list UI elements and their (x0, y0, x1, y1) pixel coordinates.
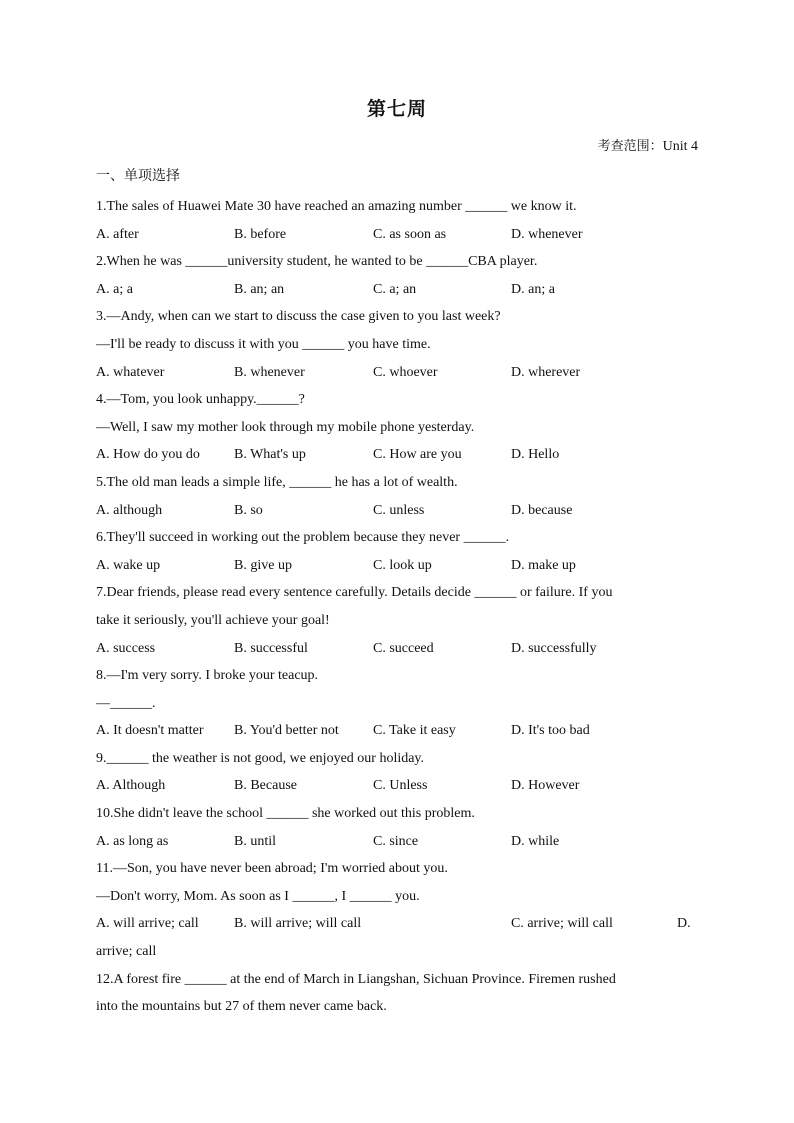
question-stem: 12.A forest fire ______ at the end of March in Liangshan, Sichuan Province. Firemen rushed (96, 971, 616, 987)
option-c: C. unless (373, 502, 425, 518)
option-row (96, 441, 700, 469)
option-c: C. since (373, 833, 419, 849)
option-d: D. make up (511, 557, 576, 573)
option-a: A. How do you do (96, 447, 200, 463)
option-d: D. whenever (511, 226, 583, 242)
option-b: B. give up (234, 557, 292, 573)
option-b: B. before (234, 226, 287, 242)
option-a: A. wake up (96, 557, 161, 573)
option-c: C. Unless (373, 778, 428, 794)
exam-scope (598, 135, 698, 155)
option-d: D. because (511, 502, 573, 518)
question-stem: 8.—I'm very sorry. I broke your teacup. (96, 668, 319, 684)
option-row (96, 910, 700, 938)
question-stem: —I'll be ready to discuss it with you ______ you have time. (96, 336, 431, 352)
option-c: C. a; an (373, 281, 417, 297)
option-row (96, 772, 700, 800)
option-row (96, 635, 700, 663)
option-d: D. Hello (511, 447, 560, 463)
option-d: D. successfully (511, 640, 597, 656)
option-b: B. will arrive; will call (234, 916, 362, 932)
option-a: A. whatever (96, 364, 165, 380)
question-stem: —Don't worry, Mom. As soon as I ______, I ______ you. (96, 888, 420, 904)
option-a: A. as long as (96, 833, 169, 849)
option-d: D. However (511, 778, 580, 794)
question-stem: 3.—Andy, when can we start to discuss the case given to you last week? (96, 309, 501, 325)
option-c: C. How are you (373, 447, 462, 463)
option-c: C. succeed (373, 640, 434, 656)
question-stem: 1.The sales of Huawei Mate 30 have reached an amazing number ______ we know it. (96, 199, 577, 214)
option-a: A. success (96, 640, 156, 656)
question-stem: into the mountains but 27 of them never came back. (96, 999, 387, 1015)
option-a: A. will arrive; call (96, 916, 199, 932)
option-c: C. look up (373, 557, 432, 573)
option-a: A. a; a (96, 281, 133, 297)
option-c: C. as soon as (373, 226, 447, 242)
question-stem: 7.Dear friends, please read every sentence carefully. Details decide ______ or failure. If you (96, 585, 613, 601)
option-b: B. Because (234, 778, 297, 794)
option-d: D. an; a (511, 281, 555, 297)
question-stem: 4.—Tom, you look unhappy.______? (96, 392, 305, 408)
question-stem: 5.The old man leads a simple life, ______ he has a lot of wealth. (96, 474, 458, 490)
option-d-text: arrive; call (96, 944, 157, 960)
option-b: B. so (234, 502, 263, 518)
question-stem: 11.—Son, you have never been abroad; I'm worried about you. (96, 861, 448, 877)
option-d-label: D. (677, 916, 691, 932)
option-a: A. It doesn't matter (96, 723, 204, 739)
option-a: A. although (96, 502, 163, 518)
option-a: A. after (96, 226, 139, 242)
option-b: B. What's up (234, 447, 306, 463)
option-row (96, 221, 700, 249)
option-row (96, 828, 700, 856)
option-row (96, 717, 700, 745)
option-d: D. wherever (511, 364, 581, 380)
question-list (96, 193, 700, 1021)
option-b: B. You'd better not (234, 723, 339, 739)
option-row (96, 497, 700, 525)
option-b: B. successful (234, 640, 308, 656)
option-b: B. an; an (234, 281, 285, 297)
section-heading: 一、单项选择 (96, 168, 180, 184)
option-b: B. until (234, 833, 277, 849)
option-c: C. whoever (373, 364, 438, 380)
question-stem: 9.______ the weather is not good, we enjoyed our holiday. (96, 750, 425, 766)
option-d: D. It's too bad (511, 723, 590, 739)
option-c: C. arrive; will call (511, 916, 613, 932)
question-stem: take it seriously, you'll achieve your goal! (96, 612, 330, 628)
question-stem: —Well, I saw my mother look through my mobile phone yesterday. (96, 419, 475, 435)
exam-scope-value: Unit 4 (662, 139, 698, 154)
option-row (96, 359, 700, 387)
option-b: B. whenever (234, 364, 305, 380)
option-row (96, 552, 700, 580)
option-d: D. while (511, 833, 560, 849)
page-title: 第七周 (366, 98, 427, 120)
question-stem: 6.They'll succeed in working out the problem because they never ______. (96, 530, 510, 546)
exam-scope-label: 考查范围： (597, 139, 663, 154)
option-row (96, 276, 700, 304)
question-stem: —______. (96, 695, 156, 711)
option-c: C. Take it easy (373, 723, 456, 739)
question-stem: 10.She didn't leave the school ______ she worked out this problem. (96, 806, 475, 822)
option-a: A. Although (96, 778, 166, 794)
question-stem: 2.When he was ______university student, he wanted to be ______CBA player. (96, 254, 538, 270)
